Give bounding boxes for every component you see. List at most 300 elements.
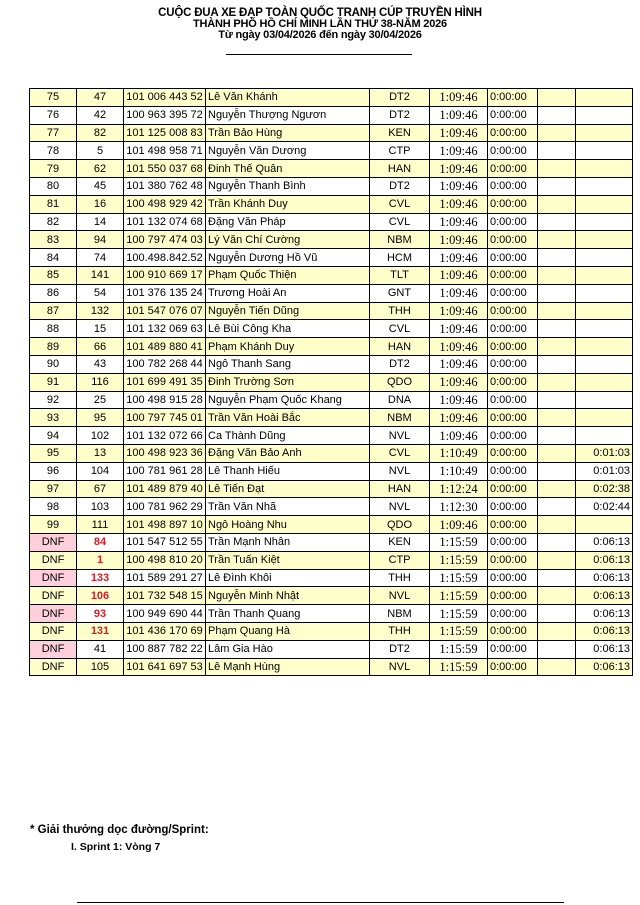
header-divider: [226, 54, 412, 55]
team-cell: DNA: [370, 391, 430, 409]
time-cell: 1:10:49: [430, 444, 488, 462]
rank-cell: DNF: [30, 569, 77, 587]
time-behind-cell: [576, 427, 633, 445]
rank-cell: 80: [30, 177, 77, 195]
time-cell: 1:15:59: [430, 622, 488, 640]
rider-name-cell: Đặng Văn Bảo Anh: [206, 444, 370, 462]
results-table: [29, 88, 633, 676]
time-cell: 1:09:46: [430, 89, 488, 107]
rider-name-cell: Nguyễn Minh Nhật: [206, 587, 370, 605]
empty-cell: [538, 160, 576, 178]
time-behind-cell: [576, 195, 633, 213]
rider-name-cell: Lê Thanh Hiếu: [206, 462, 370, 480]
empty-cell: [538, 320, 576, 338]
team-cell: HCM: [370, 249, 430, 267]
rank-cell: 96: [30, 462, 77, 480]
table-row: [30, 444, 633, 462]
footer-divider: [77, 902, 564, 903]
empty-cell: [538, 444, 576, 462]
bib-cell: 141: [77, 266, 124, 284]
team-cell: HAN: [370, 338, 430, 356]
time-cell: 1:09:46: [430, 142, 488, 160]
bib-cell: 103: [77, 498, 124, 516]
time-behind-cell: 0:01:03: [576, 462, 633, 480]
time-cell: 1:09:46: [430, 302, 488, 320]
rank-cell: 93: [30, 409, 77, 427]
time-behind-cell: 0:06:13: [576, 587, 633, 605]
gap-cell: 0:00:00: [488, 284, 538, 302]
table-row: [30, 338, 633, 356]
uci-id-cell: 101 436 170 69: [124, 622, 206, 640]
rider-name-cell: Ngô Thanh Sang: [206, 355, 370, 373]
rank-cell: 86: [30, 284, 77, 302]
time-behind-cell: 0:06:13: [576, 658, 633, 676]
rider-name-cell: Trần Tuấn Kiệt: [206, 551, 370, 569]
empty-cell: [538, 587, 576, 605]
bib-cell: 102: [77, 427, 124, 445]
table-row: [30, 462, 633, 480]
table-row: [30, 533, 633, 551]
rider-name-cell: Nguyễn Dương Hồ Vũ: [206, 249, 370, 267]
gap-cell: 0:00:00: [488, 355, 538, 373]
uci-id-cell: 100 963 395 72: [124, 106, 206, 124]
bib-cell: 45: [77, 177, 124, 195]
team-cell: DT2: [370, 640, 430, 658]
time-cell: 1:09:46: [430, 338, 488, 356]
rank-cell: 89: [30, 338, 77, 356]
gap-cell: 0:00:00: [488, 142, 538, 160]
gap-cell: 0:00:00: [488, 124, 538, 142]
team-cell: CTP: [370, 551, 430, 569]
time-behind-cell: [576, 231, 633, 249]
table-row: [30, 498, 633, 516]
bib-cell: 25: [77, 391, 124, 409]
bib-cell: 84: [77, 533, 124, 551]
table-row: [30, 640, 633, 658]
rank-cell: 98: [30, 498, 77, 516]
bib-cell: 106: [77, 587, 124, 605]
empty-cell: [538, 231, 576, 249]
empty-cell: [538, 213, 576, 231]
bib-cell: 105: [77, 658, 124, 676]
empty-cell: [538, 391, 576, 409]
table-row: [30, 569, 633, 587]
team-cell: DT2: [370, 106, 430, 124]
table-row: [30, 391, 633, 409]
rank-cell: 76: [30, 106, 77, 124]
time-cell: 1:15:59: [430, 640, 488, 658]
rank-cell: 84: [30, 249, 77, 267]
bib-cell: 133: [77, 569, 124, 587]
rider-name-cell: Đinh Thế Quân: [206, 160, 370, 178]
bib-cell: 95: [77, 409, 124, 427]
table-row: [30, 249, 633, 267]
header-date-range: Từ ngày 03/04/2026 đến ngày 30/04/2026: [218, 29, 422, 41]
rank-cell: 78: [30, 142, 77, 160]
time-cell: 1:09:46: [430, 409, 488, 427]
time-behind-cell: [576, 320, 633, 338]
uci-id-cell: 100 498 929 42: [124, 195, 206, 213]
uci-id-cell: 100 498 923 36: [124, 444, 206, 462]
time-behind-cell: 0:06:13: [576, 640, 633, 658]
time-cell: 1:09:46: [430, 391, 488, 409]
time-cell: 1:15:59: [430, 569, 488, 587]
team-cell: HAN: [370, 480, 430, 498]
time-cell: 1:09:46: [430, 213, 488, 231]
empty-cell: [538, 658, 576, 676]
empty-cell: [538, 498, 576, 516]
uci-id-cell: 100 949 690 44: [124, 605, 206, 623]
uci-id-cell: 101 498 897 10: [124, 516, 206, 534]
uci-id-cell: 100 797 474 03: [124, 231, 206, 249]
time-behind-cell: [576, 373, 633, 391]
team-cell: NVL: [370, 427, 430, 445]
rank-cell: 75: [30, 89, 77, 107]
table-row: [30, 177, 633, 195]
empty-cell: [538, 266, 576, 284]
team-cell: DT2: [370, 177, 430, 195]
empty-cell: [538, 284, 576, 302]
table-row: [30, 302, 633, 320]
uci-id-cell: 101 376 135 24: [124, 284, 206, 302]
empty-cell: [538, 106, 576, 124]
time-behind-cell: [576, 338, 633, 356]
rider-name-cell: Trần Khánh Duy: [206, 195, 370, 213]
time-behind-cell: 0:06:13: [576, 533, 633, 551]
rider-name-cell: Trương Hoài An: [206, 284, 370, 302]
time-cell: 1:09:46: [430, 106, 488, 124]
bib-cell: 82: [77, 124, 124, 142]
gap-cell: 0:00:00: [488, 373, 538, 391]
time-behind-cell: [576, 516, 633, 534]
rank-cell: 91: [30, 373, 77, 391]
rank-cell: 92: [30, 391, 77, 409]
uci-id-cell: 100.498.842.52: [124, 249, 206, 267]
empty-cell: [538, 124, 576, 142]
sprint-section-title: * Giải thưởng dọc đường/Sprint:: [30, 824, 209, 836]
time-cell: 1:15:59: [430, 587, 488, 605]
time-behind-cell: [576, 391, 633, 409]
time-cell: 1:12:24: [430, 480, 488, 498]
rank-cell: DNF: [30, 605, 77, 623]
gap-cell: 0:00:00: [488, 480, 538, 498]
time-cell: 1:09:46: [430, 373, 488, 391]
rider-name-cell: Nguyễn Thượng Ngươn: [206, 106, 370, 124]
rank-cell: 87: [30, 302, 77, 320]
rider-name-cell: Phạm Quang Hà: [206, 622, 370, 640]
table-row: [30, 195, 633, 213]
empty-cell: [538, 427, 576, 445]
gap-cell: 0:00:00: [488, 409, 538, 427]
time-behind-cell: 0:02:38: [576, 480, 633, 498]
time-cell: 1:09:46: [430, 249, 488, 267]
time-cell: 1:15:59: [430, 533, 488, 551]
team-cell: CVL: [370, 320, 430, 338]
rank-cell: DNF: [30, 640, 77, 658]
team-cell: DT2: [370, 89, 430, 107]
header-title-line1: CUỘC ĐUA XE ĐẠP TOÀN QUỐC TRANH CÚP TRUYỀN HÌNH: [158, 7, 482, 19]
rider-name-cell: Nguyễn Tiến Dũng: [206, 302, 370, 320]
bib-cell: 116: [77, 373, 124, 391]
gap-cell: 0:00:00: [488, 106, 538, 124]
empty-cell: [538, 373, 576, 391]
empty-cell: [538, 302, 576, 320]
rank-cell: DNF: [30, 658, 77, 676]
team-cell: NBM: [370, 409, 430, 427]
bib-cell: 93: [77, 605, 124, 623]
empty-cell: [538, 516, 576, 534]
time-behind-cell: 0:01:03: [576, 444, 633, 462]
table-row: [30, 373, 633, 391]
time-cell: 1:10:49: [430, 462, 488, 480]
rider-name-cell: Nguyễn Văn Dương: [206, 142, 370, 160]
time-cell: 1:09:46: [430, 195, 488, 213]
uci-id-cell: 101 498 958 71: [124, 142, 206, 160]
uci-id-cell: 100 498 915 28: [124, 391, 206, 409]
time-behind-cell: 0:02:44: [576, 498, 633, 516]
table-row: [30, 266, 633, 284]
rider-name-cell: Trần Mạnh Nhân: [206, 533, 370, 551]
time-behind-cell: [576, 213, 633, 231]
time-cell: 1:09:46: [430, 231, 488, 249]
gap-cell: 0:00:00: [488, 266, 538, 284]
time-behind-cell: [576, 284, 633, 302]
rank-cell: 99: [30, 516, 77, 534]
time-behind-cell: [576, 355, 633, 373]
gap-cell: 0:00:00: [488, 569, 538, 587]
uci-id-cell: 101 132 072 66: [124, 427, 206, 445]
rank-cell: 83: [30, 231, 77, 249]
table-row: [30, 160, 633, 178]
time-cell: 1:15:59: [430, 551, 488, 569]
bib-cell: 94: [77, 231, 124, 249]
team-cell: NBM: [370, 231, 430, 249]
uci-id-cell: 101 489 879 40: [124, 480, 206, 498]
gap-cell: 0:00:00: [488, 231, 538, 249]
rider-name-cell: Trần Văn Nhã: [206, 498, 370, 516]
uci-id-cell: 101 641 697 53: [124, 658, 206, 676]
uci-id-cell: 100 781 961 28: [124, 462, 206, 480]
bib-cell: 16: [77, 195, 124, 213]
uci-id-cell: 100 498 810 20: [124, 551, 206, 569]
rider-name-cell: Lê Đình Khôi: [206, 569, 370, 587]
bib-cell: 111: [77, 516, 124, 534]
bib-cell: 5: [77, 142, 124, 160]
time-behind-cell: [576, 160, 633, 178]
bib-cell: 47: [77, 89, 124, 107]
empty-cell: [538, 480, 576, 498]
gap-cell: 0:00:00: [488, 516, 538, 534]
gap-cell: 0:00:00: [488, 622, 538, 640]
bib-cell: 15: [77, 320, 124, 338]
gap-cell: 0:00:00: [488, 195, 538, 213]
empty-cell: [538, 462, 576, 480]
time-cell: 1:12:30: [430, 498, 488, 516]
uci-id-cell: 101 125 008 83: [124, 124, 206, 142]
gap-cell: 0:00:00: [488, 533, 538, 551]
rank-cell: DNF: [30, 551, 77, 569]
team-cell: NVL: [370, 587, 430, 605]
rider-name-cell: Lý Văn Chí Cường: [206, 231, 370, 249]
time-behind-cell: [576, 106, 633, 124]
time-cell: 1:09:46: [430, 355, 488, 373]
uci-id-cell: 101 132 069 63: [124, 320, 206, 338]
gap-cell: 0:00:00: [488, 391, 538, 409]
time-behind-cell: [576, 249, 633, 267]
team-cell: THH: [370, 302, 430, 320]
rank-cell: 82: [30, 213, 77, 231]
bib-cell: 74: [77, 249, 124, 267]
rank-cell: 94: [30, 427, 77, 445]
table-row: [30, 605, 633, 623]
team-cell: CVL: [370, 195, 430, 213]
bib-cell: 42: [77, 106, 124, 124]
time-behind-cell: [576, 142, 633, 160]
empty-cell: [538, 551, 576, 569]
rank-cell: 85: [30, 266, 77, 284]
gap-cell: 0:00:00: [488, 302, 538, 320]
bib-cell: 131: [77, 622, 124, 640]
empty-cell: [538, 409, 576, 427]
rank-cell: DNF: [30, 587, 77, 605]
time-behind-cell: 0:06:13: [576, 605, 633, 623]
table-row: [30, 658, 633, 676]
team-cell: NVL: [370, 658, 430, 676]
team-cell: KEN: [370, 533, 430, 551]
team-cell: GNT: [370, 284, 430, 302]
time-behind-cell: [576, 177, 633, 195]
rider-name-cell: Nguyễn Thanh Bình: [206, 177, 370, 195]
bib-cell: 43: [77, 355, 124, 373]
rank-cell: 97: [30, 480, 77, 498]
rank-cell: DNF: [30, 622, 77, 640]
rider-name-cell: Trần Văn Hoài Bắc: [206, 409, 370, 427]
time-cell: 1:09:46: [430, 427, 488, 445]
table-row: [30, 142, 633, 160]
bib-cell: 41: [77, 640, 124, 658]
team-cell: THH: [370, 622, 430, 640]
time-cell: 1:09:46: [430, 124, 488, 142]
empty-cell: [538, 569, 576, 587]
team-cell: HAN: [370, 160, 430, 178]
time-cell: 1:09:46: [430, 284, 488, 302]
empty-cell: [538, 622, 576, 640]
gap-cell: 0:00:00: [488, 427, 538, 445]
empty-cell: [538, 177, 576, 195]
time-behind-cell: [576, 89, 633, 107]
table-row: [30, 427, 633, 445]
team-cell: NBM: [370, 605, 430, 623]
gap-cell: 0:00:00: [488, 658, 538, 676]
rider-name-cell: Đinh Trường Sơn: [206, 373, 370, 391]
time-cell: 1:15:59: [430, 605, 488, 623]
team-cell: KEN: [370, 124, 430, 142]
team-cell: QDO: [370, 373, 430, 391]
table-row: [30, 106, 633, 124]
rider-name-cell: Lê Bùi Công Kha: [206, 320, 370, 338]
empty-cell: [538, 640, 576, 658]
time-cell: 1:15:59: [430, 658, 488, 676]
time-behind-cell: 0:06:13: [576, 551, 633, 569]
team-cell: THH: [370, 569, 430, 587]
gap-cell: 0:00:00: [488, 177, 538, 195]
uci-id-cell: 100 782 268 44: [124, 355, 206, 373]
uci-id-cell: 101 547 076 07: [124, 302, 206, 320]
results-body: [30, 89, 633, 676]
team-cell: DT2: [370, 355, 430, 373]
team-cell: NVL: [370, 498, 430, 516]
uci-id-cell: 101 699 491 35: [124, 373, 206, 391]
empty-cell: [538, 195, 576, 213]
gap-cell: 0:00:00: [488, 605, 538, 623]
team-cell: CVL: [370, 213, 430, 231]
empty-cell: [538, 605, 576, 623]
table-row: [30, 551, 633, 569]
rider-name-cell: Phạm Khánh Duy: [206, 338, 370, 356]
uci-id-cell: 100 781 962 29: [124, 498, 206, 516]
rider-name-cell: Đặng Văn Pháp: [206, 213, 370, 231]
bib-cell: 62: [77, 160, 124, 178]
bib-cell: 14: [77, 213, 124, 231]
time-cell: 1:09:46: [430, 516, 488, 534]
table-row: [30, 231, 633, 249]
rider-name-cell: Ca Thành Dũng: [206, 427, 370, 445]
rank-cell: DNF: [30, 533, 77, 551]
empty-cell: [538, 355, 576, 373]
time-behind-cell: [576, 266, 633, 284]
gap-cell: 0:00:00: [488, 338, 538, 356]
table-row: [30, 89, 633, 107]
bib-cell: 67: [77, 480, 124, 498]
rider-name-cell: Nguyễn Phạm Quốc Khang: [206, 391, 370, 409]
bib-cell: 54: [77, 284, 124, 302]
gap-cell: 0:00:00: [488, 89, 538, 107]
gap-cell: 0:00:00: [488, 320, 538, 338]
uci-id-cell: 100 910 669 17: [124, 266, 206, 284]
empty-cell: [538, 142, 576, 160]
empty-cell: [538, 249, 576, 267]
gap-cell: 0:00:00: [488, 160, 538, 178]
team-cell: CTP: [370, 142, 430, 160]
rank-cell: 77: [30, 124, 77, 142]
rider-name-cell: Lê Mạnh Hùng: [206, 658, 370, 676]
time-cell: 1:09:46: [430, 177, 488, 195]
time-cell: 1:09:46: [430, 160, 488, 178]
bib-cell: 66: [77, 338, 124, 356]
gap-cell: 0:00:00: [488, 213, 538, 231]
uci-id-cell: 101 006 443 52: [124, 89, 206, 107]
gap-cell: 0:00:00: [488, 249, 538, 267]
table-row: [30, 284, 633, 302]
rider-name-cell: Lê Tiến Đạt: [206, 480, 370, 498]
rank-cell: 95: [30, 444, 77, 462]
uci-id-cell: 100 797 745 01: [124, 409, 206, 427]
uci-id-cell: 101 732 548 15: [124, 587, 206, 605]
rider-name-cell: Lê Văn Khánh: [206, 89, 370, 107]
table-row: [30, 622, 633, 640]
uci-id-cell: 101 132 074 68: [124, 213, 206, 231]
uci-id-cell: 101 380 762 48: [124, 177, 206, 195]
time-behind-cell: 0:06:13: [576, 569, 633, 587]
time-behind-cell: [576, 302, 633, 320]
rank-cell: 81: [30, 195, 77, 213]
table-row: [30, 213, 633, 231]
document-header: [0, 8, 640, 41]
table-row: [30, 320, 633, 338]
rider-name-cell: Lâm Gia Hào: [206, 640, 370, 658]
header-title-line2: THÀNH PHỐ HỒ CHÍ MINH LẦN THỨ 38-NĂM 2026: [193, 18, 447, 30]
time-behind-cell: [576, 409, 633, 427]
